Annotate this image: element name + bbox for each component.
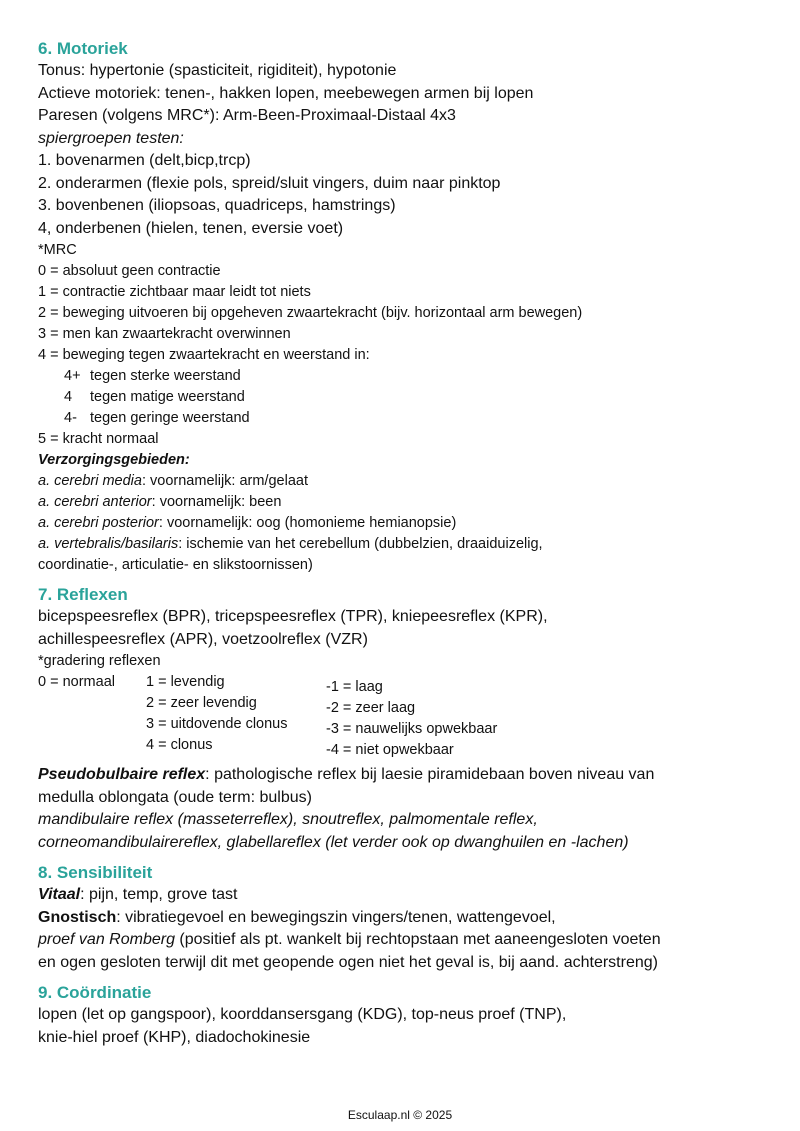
mrc-grade: 0 = absoluut geen contractie [38, 263, 221, 279]
section-title-reflexen: 7. Reflexen [38, 585, 128, 604]
mrc-grade: 4 = beweging tegen zwaartekracht en weerstand in: [38, 347, 370, 363]
grade-negative: -4 = niet opwekbaar [326, 742, 454, 758]
muscle-group-item: 4, onderbenen (hielen, tenen, eversie voet) [38, 219, 344, 237]
vascular-territory: a. cerebri anterior: voornamelijk: been [38, 494, 282, 510]
mrc-grade: 2 = beweging uitvoeren bij opgeheven zwaartekracht (bijv. horizontaal arm bewegen) [38, 305, 583, 321]
section-title-coordinatie: 9. Coördinatie [38, 983, 152, 1002]
mrc-grade: 3 = men kan zwaartekracht overwinnen [38, 326, 291, 342]
vascular-territory: a. cerebri posterior: voornamelijk: oog (homonieme hemianopsie) [38, 515, 457, 531]
section-title-sensibiliteit: 8. Sensibiliteit [38, 863, 153, 882]
muscle-group-item: 3. bovenbenen (iliopsoas, quadriceps, hamstrings) [38, 197, 396, 214]
page-footer: Esculaap.nl © 2025 [347, 1108, 453, 1122]
mrc-subgrade: 4+ tegen sterke weerstand [64, 368, 241, 384]
grade-positive: 3 = uitdovende clonus [146, 716, 288, 732]
grade-positive: 1 = levendig [146, 674, 225, 690]
mrc-grade: 1 = contractie zichtbaar maar leidt tot niets [38, 284, 311, 300]
section-title-motoriek: 6. Motoriek [38, 39, 128, 58]
grade-negative: -3 = nauwelijks opwekbaar [326, 721, 498, 737]
vascular-territory: a. vertebralis/basilaris: ischemie van het cerebellum (dubbelzien, draaiduizelig, [38, 536, 543, 552]
pseudobulbar-cont: medulla oblongata (oude term: bulbus) [38, 788, 312, 806]
actieve-motoriek-line: Actieve motoriek: tenen-, hakken lopen, meebewegen armen bij lopen [38, 84, 534, 102]
gradering-label: *gradering reflexen [38, 653, 161, 669]
grade-negative: -2 = zeer laag [326, 700, 416, 716]
pseudobulbar-line: Pseudobulbaire reflex: pathologische reflex bij laesie piramidebaan boven niveau van [38, 766, 655, 783]
spiergroepen-label: spiergroepen testen: [38, 129, 184, 147]
romberg-line: proef van Romberg (positief als pt. wankelt bij rechtopstaan met aaneengesloten voeten [38, 931, 661, 948]
vascular-territory-cont: coordinatie-, articulatie- en slikstoornissen) [38, 557, 313, 573]
grade-negative-column [326, 677, 497, 761]
romberg-cont: en ogen gesloten terwijl dit met geopende ogen niet het geval is, bij aand. achterstreng) [38, 953, 658, 971]
mrc-grade: 5 = kracht normaal [38, 431, 159, 447]
mrc-subgrade: 4 tegen matige weerstand [64, 389, 245, 405]
reflexen-line: achillespeesreflex (APR), voetzoolreflex (VZR) [38, 630, 368, 648]
reflex-grading-table [38, 672, 768, 764]
grade-positive-column [146, 672, 287, 756]
mrc-label: *MRC [38, 242, 77, 258]
muscle-group-item: 2. onderarmen (flexie pols, spreid/sluit vingers, duim naar pinktop [38, 174, 501, 192]
paresen-line: Paresen (volgens MRC*): Arm-Been-Proximaal-Distaal 4x3 [38, 107, 456, 124]
gnostisch-line: Gnostisch: vibratiegevoel en bewegingszin vingers/tenen, wattengevoel, [38, 908, 556, 926]
coordinatie-line: knie-hiel proef (KHP), diadochokinesie [38, 1028, 311, 1046]
reflexen-line: bicepspeesreflex (BPR), tricepspeesreflex (TPR), kniepeesreflex (KPR), [38, 608, 548, 625]
coordinatie-line: lopen (let op gangspoor), koorddansersgang (KDG), top-neus proef (TNP), [38, 1006, 567, 1023]
tonus-line: Tonus: hypertonie (spasticiteit, rigiditeit), hypotonie [38, 62, 397, 79]
mrc-subgrade: 4- tegen geringe weerstand [64, 410, 250, 426]
vascular-territory: a. cerebri media: voornamelijk: arm/gelaat [38, 473, 308, 489]
grade-positive: 2 = zeer levendig [146, 695, 257, 711]
grade-normal: 0 = normaal [38, 674, 115, 690]
grade-negative: -1 = laag [326, 679, 383, 695]
grade-positive: 4 = clonus [146, 737, 213, 753]
verzorgingsgebieden-label: Verzorgingsgebieden: [38, 452, 190, 468]
pseudobulbar-examples: corneomandibulairereflex, glabellareflex (let verder ook op dwanghuilen en -lachen) [38, 833, 629, 851]
pseudobulbar-examples: mandibulaire reflex (masseterreflex), snoutreflex, palmomentale reflex, [38, 811, 538, 828]
muscle-group-item: 1. bovenarmen (delt,bicp,trcp) [38, 152, 251, 169]
vitaal-line: Vitaal: pijn, temp, grove tast [38, 886, 238, 903]
document-page [38, 38, 768, 1049]
